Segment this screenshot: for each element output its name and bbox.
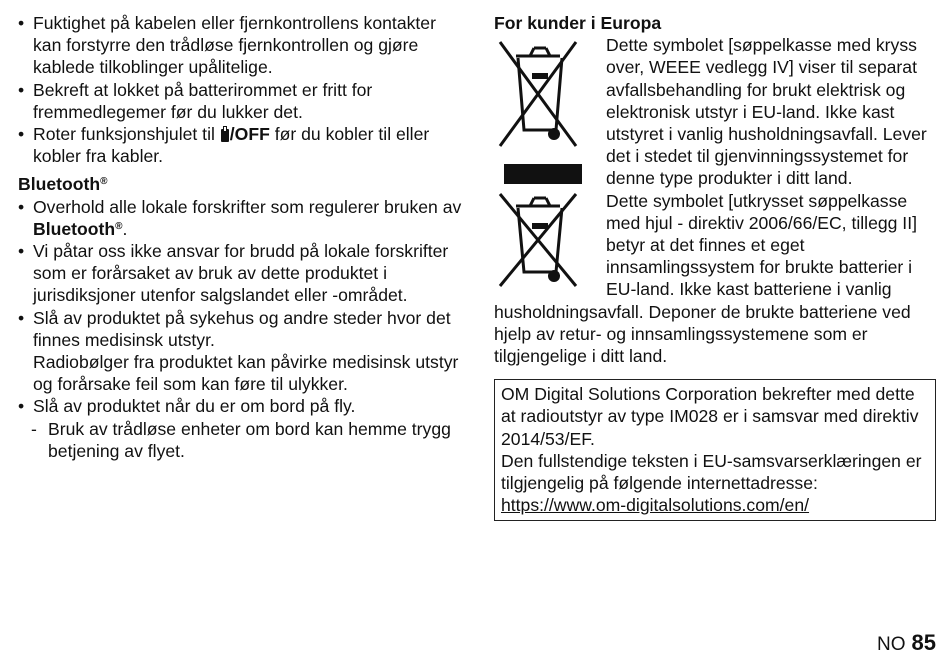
power-off-icon: /: [220, 124, 235, 144]
list-item: • Bekreft at lokket på batterirommet er fritt for fremmedlegemer før du lukker det.: [18, 79, 468, 123]
text: før du kobler til eller kobler fra kabler.: [33, 124, 430, 167]
battery-text: Dette symbolet [utkrysset søppelkasse med hjul - direktiv 2006/66/EC, tillegg II] betyr at det finnes et eget innsamlingssystem for brukte batterier i EU-land. Ikke kast batteriene i vanlig husholdningsavfall. Deponer de brukte batteriene ved hjelp av retur- og innsamlingssystemene som er tilgjengelige i ditt land.: [494, 190, 917, 367]
section-title: For kunder i Europa: [494, 13, 662, 33]
weee-text: Dette symbolet [søppelkasse med kryss over, WEEE vedlegg IV] viser til separat avfallsbehandling for brukt elektrisk og elektronisk utstyr i EU-land. Ikke kast utstyret i vanlig husholdningsavfall. Lever det i stedet til gjenvinningssystemet for denne type produkter i ditt land.: [606, 35, 927, 189]
bluetooth-heading: Bluetooth®: [18, 174, 108, 195]
sub-list-item: - Bruk av trådløse enheter om bord kan hemme trygg betjening av flyet.: [31, 418, 451, 461]
crossed-out-wheeled-bin-icon: [494, 34, 582, 152]
crossed-out-wheeled-bin-icon: [494, 190, 582, 290]
language-code: NO: [877, 634, 906, 655]
list-item: [18, 123, 468, 167]
list-item: • Fuktighet på kabelen eller fjernkontrollens kontakter kan forstyrre den trådløse fjernkontrollen og gjøre kablede tilkoblinger upålitelige.: [18, 12, 468, 79]
page-footer: [877, 630, 936, 656]
declaration-availability: Den fullstendige teksten i EU-samsvarserklæringen er tilgjengelig på følgende internettadresse:: [501, 450, 922, 494]
list-item: • Overhold alle lokale forskrifter som regulerer bruken av Bluetooth®.: [18, 196, 468, 240]
list-item-continuation: Radiobølger fra produktet kan påvirke medisinsk utstyr og forårsake feil som kan føre til ulykker.: [33, 352, 459, 395]
weee-symbol: [494, 34, 600, 184]
right-column: [494, 12, 936, 521]
declaration-text: OM Digital Solutions Corporation bekrefter med dette at radioutstyr av type IM028 er i samsvar med direktiv 2014/53/EF.: [501, 384, 919, 449]
black-bar-marking: [504, 164, 582, 184]
text: Roter funksjonshjulet til: [33, 124, 220, 145]
list-item: • Vi påtar oss ikke ansvar for brudd på lokale forskrifter som er forårsaket av bruk av dette produktet i jurisdiksjoner utenfor salgslandet eller -området.: [18, 240, 468, 307]
list-item: • Slå av produktet når du er om bord på fly.: [18, 395, 468, 417]
off-label: OFF: [234, 124, 270, 145]
list-item: • Slå av produktet på sykehus og andre steder hvor det finnes medisinsk utstyr.: [18, 307, 468, 351]
battery-symbol: [494, 190, 600, 290]
page-number: 85: [911, 630, 936, 655]
declaration-box: [494, 379, 936, 521]
left-column: [18, 12, 468, 462]
declaration-link[interactable]: https://www.om-digitalsolutions.com/en/: [501, 495, 810, 516]
